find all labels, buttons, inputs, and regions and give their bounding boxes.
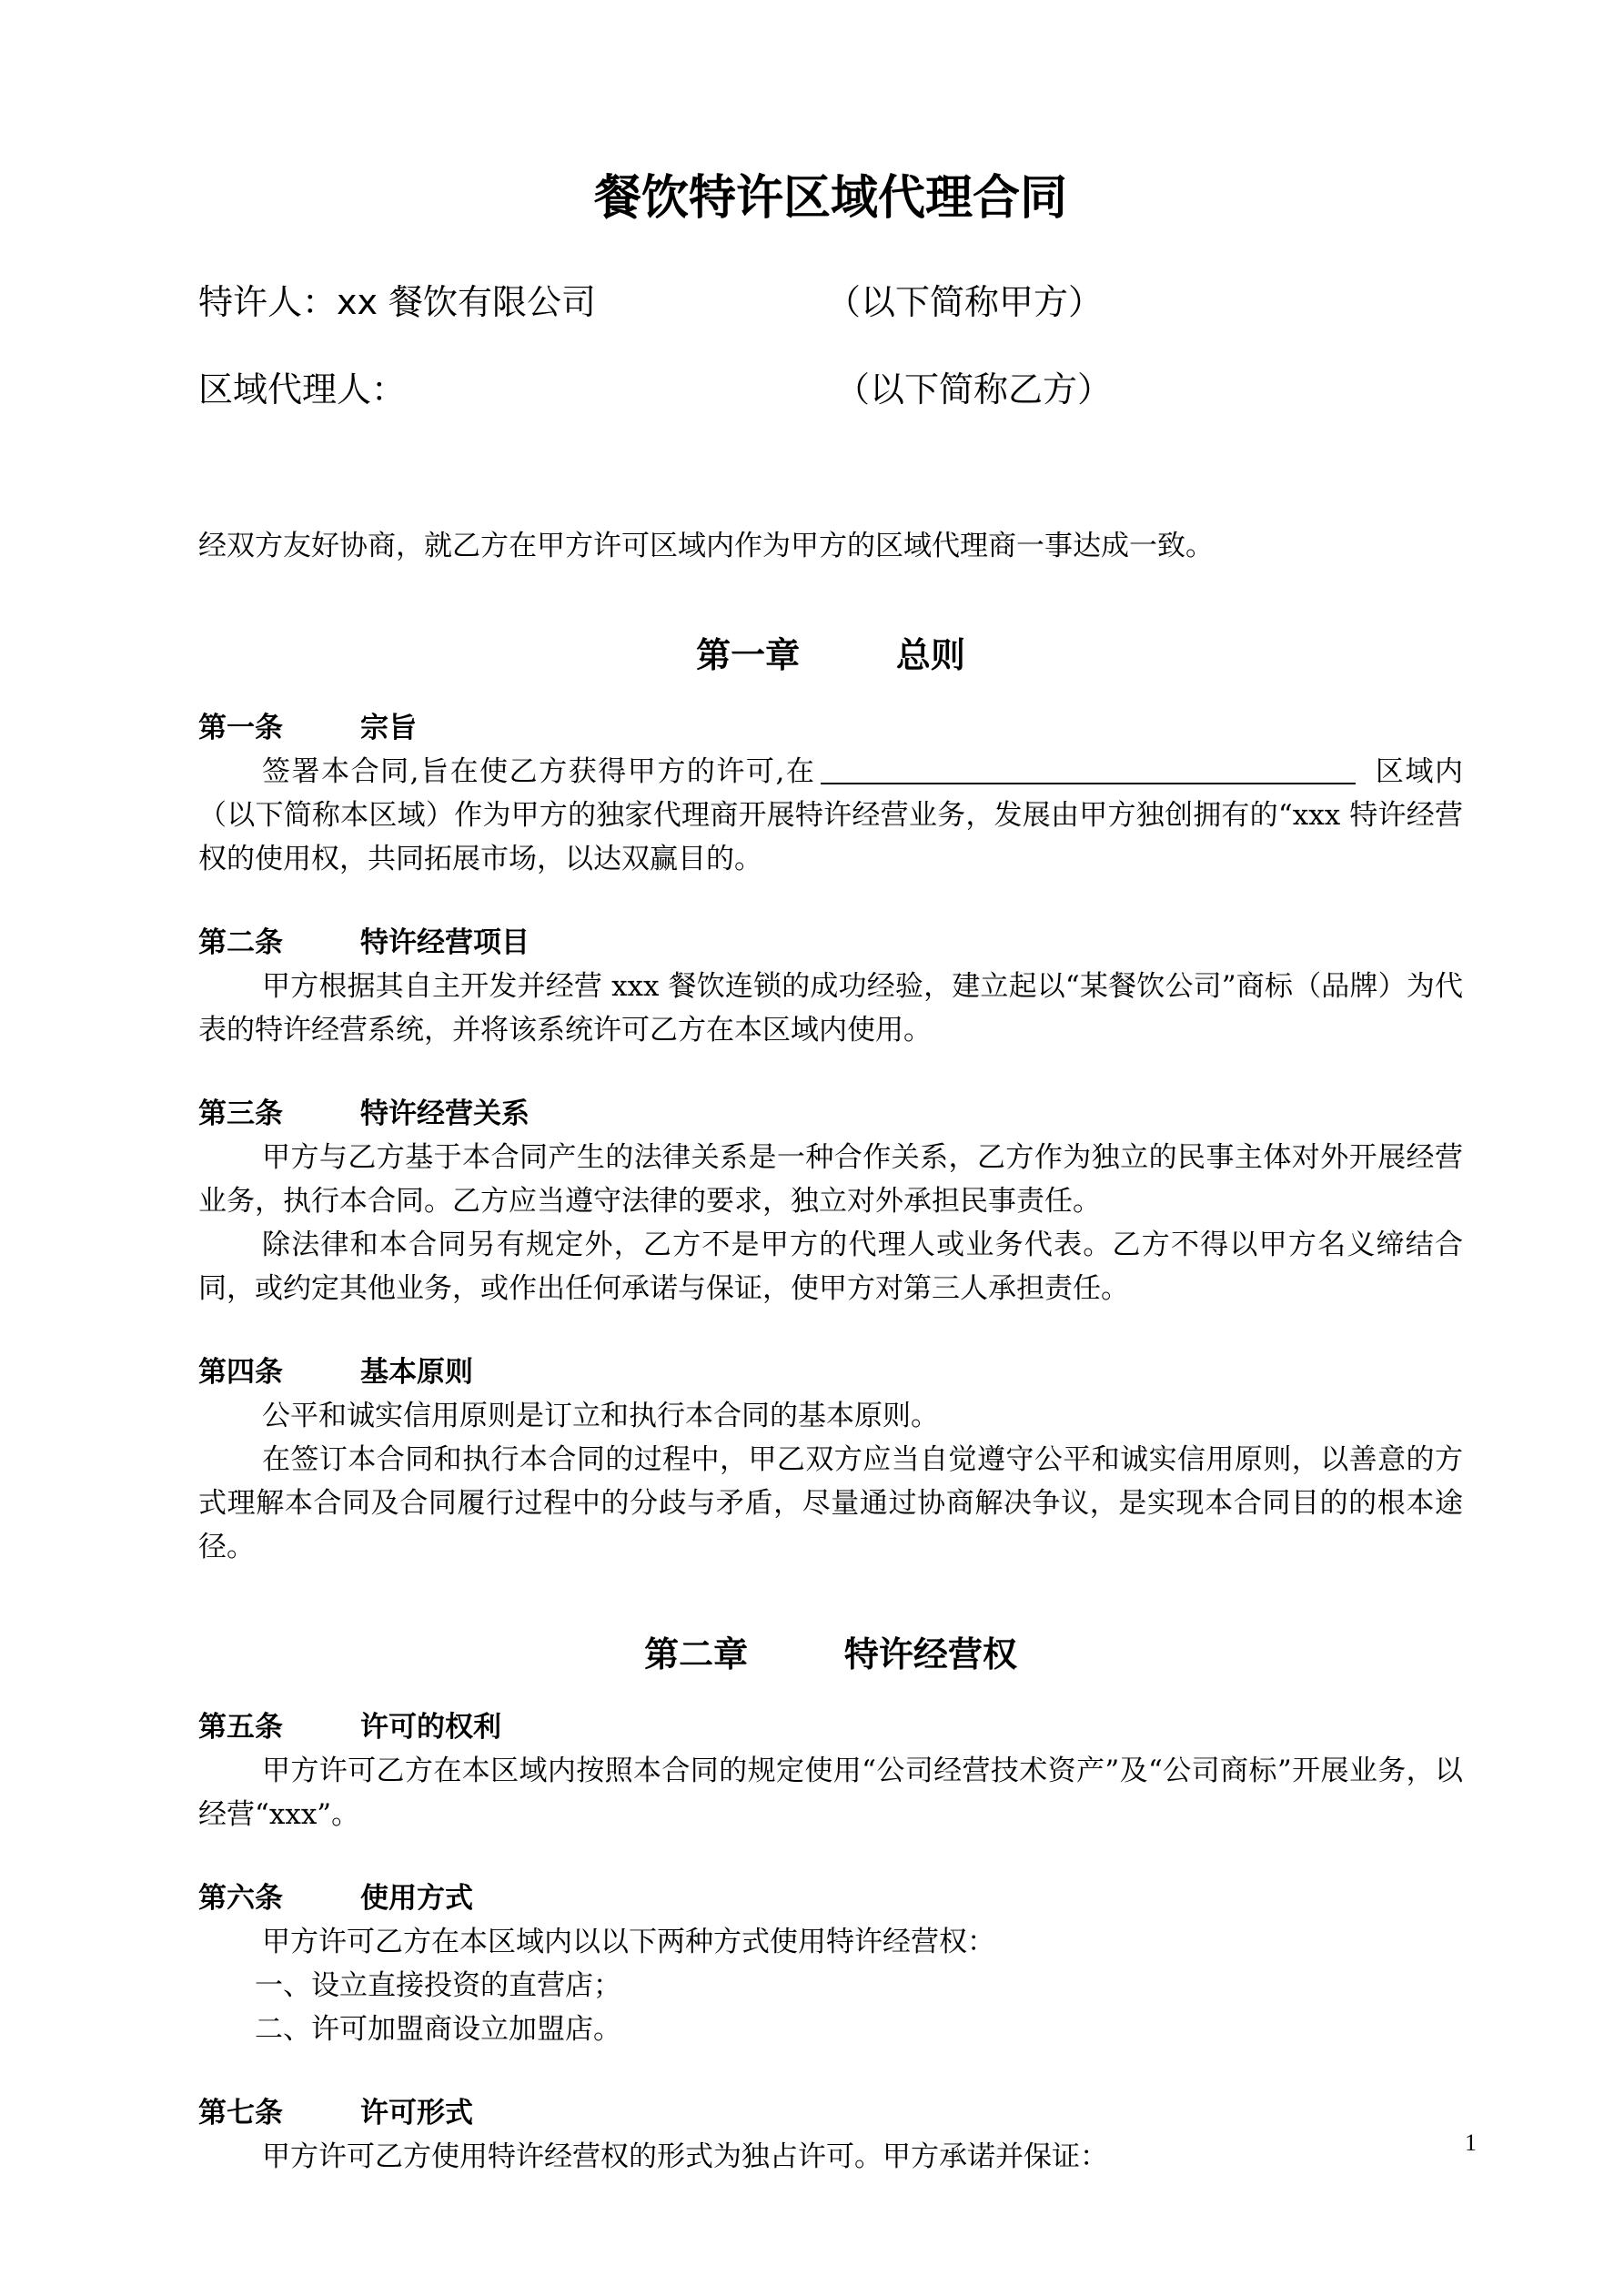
chapter-1-heading: 第一章 总则 xyxy=(696,635,965,675)
intro-paragraph: 经双方友好协商，就乙方在甲方许可区域内作为甲方的区域代理商一事达成一致。 xyxy=(198,530,1214,562)
article-title: 许可形式 xyxy=(360,2097,473,2129)
party-franchisor-note: （以下简称甲方） xyxy=(826,282,1104,322)
party-franchisor xyxy=(198,258,1463,346)
article-3-paragraph-2: 除法律和本合同另有规定外，乙方不是甲方的代理人或业务代表。乙方不得以甲方名义缔结合同，或约定其他业务，或作出任何承诺与保证，使甲方对第三人承担责任。 xyxy=(198,1229,1463,1305)
article-5-paragraph: 甲方许可乙方在本区域内按照本合同的规定使用“公司经营技术资产”及“公司商标”开展业务，以经营“xxx”。 xyxy=(198,1755,1463,1831)
article-title: 使用方式 xyxy=(360,1882,473,1915)
article-title: 宗旨 xyxy=(360,712,417,744)
party-agent xyxy=(198,346,1463,433)
party-agent-label: 区域代理人： xyxy=(198,369,407,410)
article-4-paragraph-2: 在签订本合同和执行本合同的过程中，甲乙双方应当自觉遵守公平和诚实信用原则，以善意的方式理解本合同及合同履行过程中的分歧与矛盾，尽量通过协商解决争议，是实现本合同目的的根本途径。 xyxy=(198,1443,1463,1563)
article-number: 第四条 xyxy=(198,1356,283,1389)
article-title: 特许经营关系 xyxy=(360,1097,530,1130)
article-6-paragraph: 甲方许可乙方在本区域内以以下两种方式使用特许经营权： xyxy=(262,1926,995,1958)
party-agent-note: （以下简称乙方） xyxy=(835,369,1113,410)
document-page xyxy=(198,137,1463,2179)
article-1-paragraph xyxy=(198,750,1463,881)
article-7-heading xyxy=(198,2091,1463,2135)
article-6-heading xyxy=(198,1876,1463,1920)
article-number: 第五条 xyxy=(198,1711,283,1744)
article-3-paragraph-1: 甲方与乙方基于本合同产生的法律关系是一种合作关系，乙方作为独立的民事主体对外开展经营业务，执行本合同。乙方应当遵守法律的要求，独立对外承担民事责任。 xyxy=(198,1141,1463,1218)
article-number: 第六条 xyxy=(198,1882,283,1915)
article-4-heading xyxy=(198,1350,1463,1394)
party-franchisor-label: 特许人：xx 餐饮有限公司 xyxy=(198,282,597,322)
article-1-text-before: 签署本合同,旨在使乙方获得甲方的许可,在 xyxy=(262,755,816,788)
article-2-heading xyxy=(198,921,1463,965)
article-title: 许可的权利 xyxy=(360,1711,501,1744)
list-item: 一、设立直接投资的直营店； xyxy=(255,1969,621,2002)
article-2-paragraph: 甲方根据其自主开发并经营 xxx 餐饮连锁的成功经验，建立起以“某餐饮公司”商标（品牌）为代表的特许经营系统，并将该系统许可乙方在本区域内使用。 xyxy=(198,970,1463,1047)
chapter-2-heading: 第二章 特许经营权 xyxy=(644,1634,1017,1674)
article-4-paragraph-1: 公平和诚实信用原则是订立和执行本合同的基本原则。 xyxy=(262,1400,939,1432)
article-number: 第三条 xyxy=(198,1097,283,1130)
article-number: 第一条 xyxy=(198,712,283,744)
region-blank-line xyxy=(821,754,1356,784)
article-number: 第七条 xyxy=(198,2097,283,2129)
article-3-heading xyxy=(198,1092,1463,1136)
article-7-paragraph: 甲方许可乙方使用特许经营权的形式为独占许可。甲方承诺并保证： xyxy=(262,2140,1108,2173)
article-1-heading xyxy=(198,706,1463,750)
article-number: 第二条 xyxy=(198,926,283,959)
article-1-text-after: 区域内（以下简称本区域）作为甲方的独家代理商开展特许经营业务，发展由甲方独创拥有的“xxx 特许经营权的使用权，共同拓展市场，以达双赢目的。 xyxy=(198,755,1463,875)
page-number: 1 xyxy=(1465,2129,1477,2156)
list-item: 二、许可加盟商设立加盟店。 xyxy=(255,2013,621,2046)
article-title: 特许经营项目 xyxy=(360,926,530,959)
article-title: 基本原则 xyxy=(360,1356,473,1389)
document-title: 餐饮特许区域代理合同 xyxy=(593,171,1067,226)
article-5-heading xyxy=(198,1705,1463,1749)
